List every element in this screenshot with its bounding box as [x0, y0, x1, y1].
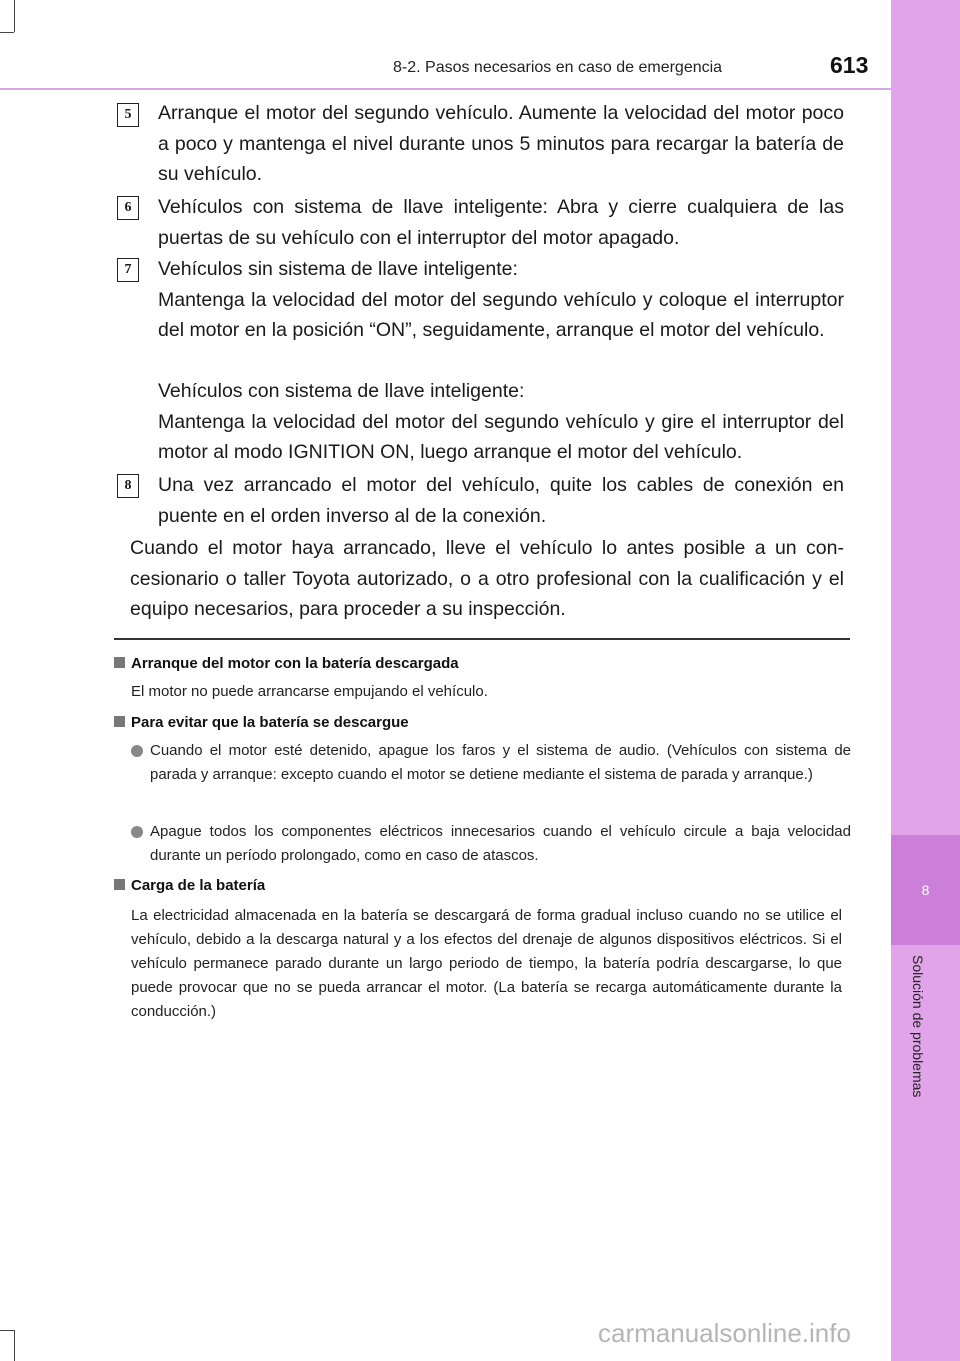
circle-bullet-icon: [131, 826, 143, 838]
square-bullet-icon: [114, 879, 125, 890]
step-text: Vehículos con sistema de llave inteligente:: [158, 380, 525, 402]
crop-mark: [14, 0, 15, 32]
note-text: El motor no puede arrancarse empujando el vehículo.: [131, 683, 488, 700]
square-bullet-icon: [114, 716, 125, 727]
note-heading: [114, 714, 409, 731]
header-rule: [0, 88, 891, 90]
step-text: Vehículos sin sistema de llave inteligente:: [158, 258, 518, 280]
note-heading: [114, 877, 265, 894]
bullet-text: Apague todos los componentes eléctricos innecesarios cuando el vehículo circule a baja velocidad durante un período prolongado, como en caso de atascos.: [150, 823, 851, 864]
step-text: Arranque el motor del segundo vehículo. Aumente la velocidad del motor poco a poco y mantenga el nivel durante unos 5 minutos para recargar la batería de su vehículo.: [158, 102, 844, 185]
square-bullet-icon: [114, 657, 125, 668]
crop-mark: [0, 1330, 14, 1331]
step-number-badge: 7: [117, 258, 139, 282]
circle-bullet-icon: [131, 745, 143, 757]
bullet-text: Cuando el motor esté detenido, apague los faros y el sistema de audio. (Vehículos con sistema de parada y arranque: excepto cuando el motor se detiene mediante el sistema de parada y arranque.): [150, 742, 851, 783]
step-text: Vehículos con sistema de llave inteligente: Abra y cierre cualquiera de las puertas de su vehículo con el interruptor del motor apagado.: [158, 196, 844, 249]
page-header-title: 8-2. Pasos necesarios en caso de emergencia: [393, 59, 723, 76]
note-text: La electricidad almacenada en la batería se descargará de forma gradual incluso cuando no se utilice el vehículo, debido a la descarga natural y a los efectos del drenaje de algunos dispositivos eléctricos. Si el vehículo permanece parado durante un largo periodo de tiempo, la batería podría descargarse, lo que puede provocar que no se pueda arrancar el motor. (La batería se recarga automáticamente durante la conducción.): [131, 907, 842, 1020]
chapter-sidebar: [891, 0, 960, 1361]
note-heading: [114, 655, 459, 672]
note-heading-text: Arranque del motor con la batería descargada: [131, 655, 459, 672]
closing-paragraph: Cuando el motor haya arrancado, lleve el vehículo lo antes posible a un concesionario o taller Toyota autorizado, o a otro profesional con la cualificación y el equipo necesarios, para proceder a su inspección.: [130, 537, 844, 620]
step-number-badge: 6: [117, 196, 139, 220]
note-heading-text: Para evitar que la batería se descargue: [131, 714, 409, 731]
bullet-item: [131, 739, 851, 787]
note-heading-text: Carga de la batería: [131, 877, 266, 894]
step-text: Mantenga la velocidad del motor del segundo vehículo y gire el interruptor del motor al modo IGNITION ON, luego arranque el motor del vehículo.: [158, 410, 844, 463]
step-text: Una vez arrancado el motor del vehículo, quite los cables de conexión en puente en el orden inverso al de la conexión.: [158, 474, 844, 527]
page-number: 613: [830, 52, 869, 78]
section-title: Solución de problemas: [910, 955, 926, 1098]
section-divider: [114, 638, 850, 640]
crop-mark: [0, 32, 14, 33]
step-number-badge: 8: [117, 474, 139, 498]
bullet-item: [131, 820, 851, 868]
crop-mark: [14, 1330, 15, 1361]
chapter-number: 8: [921, 882, 930, 898]
watermark: carmanualsonline.info: [598, 1318, 851, 1348]
step-text: Mantenga la velocidad del motor del segundo vehículo y coloque el interruptor del motor en la posición “ON”, seguidamente, arranque el motor del vehículo.: [158, 288, 844, 341]
step-number-badge: 5: [117, 103, 139, 127]
